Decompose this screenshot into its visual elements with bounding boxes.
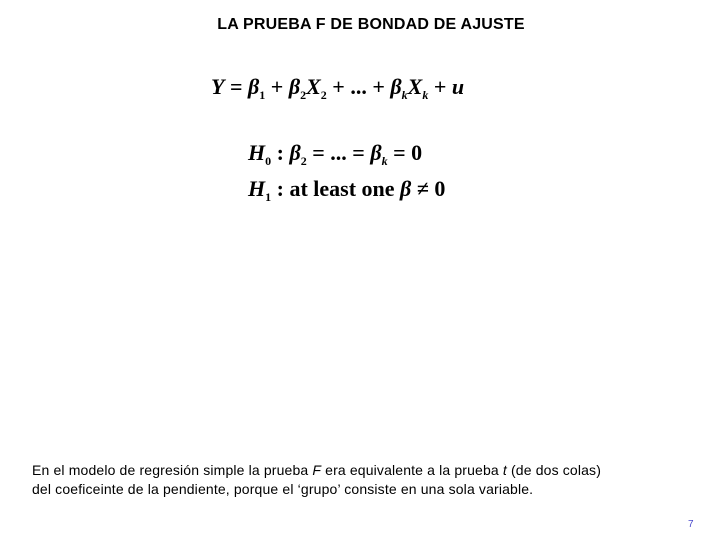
explanatory-note: En el modelo de regresión simple la prueba F era equivalente a la prueba t (de dos colas) del coeficeinte de la pendiente, porque el ‘grupo’ consiste en una sola variable. [32,462,602,497]
null-hypothesis: $H_0$ : $\beta_2$ = ... = $\beta_k = 0$ [248,140,423,168]
alternative-hypothesis: $H_1$ : at least one β ≠ 0 [248,176,446,204]
model-equation: $Y = \beta_1 + \beta_2X_2$ + ... + $\beta_kX_k + u$ [211,74,465,102]
page-number: 7 [688,519,694,530]
slide-title: LA PRUEBA F DE BONDAD DE AJUSTE [217,16,525,33]
